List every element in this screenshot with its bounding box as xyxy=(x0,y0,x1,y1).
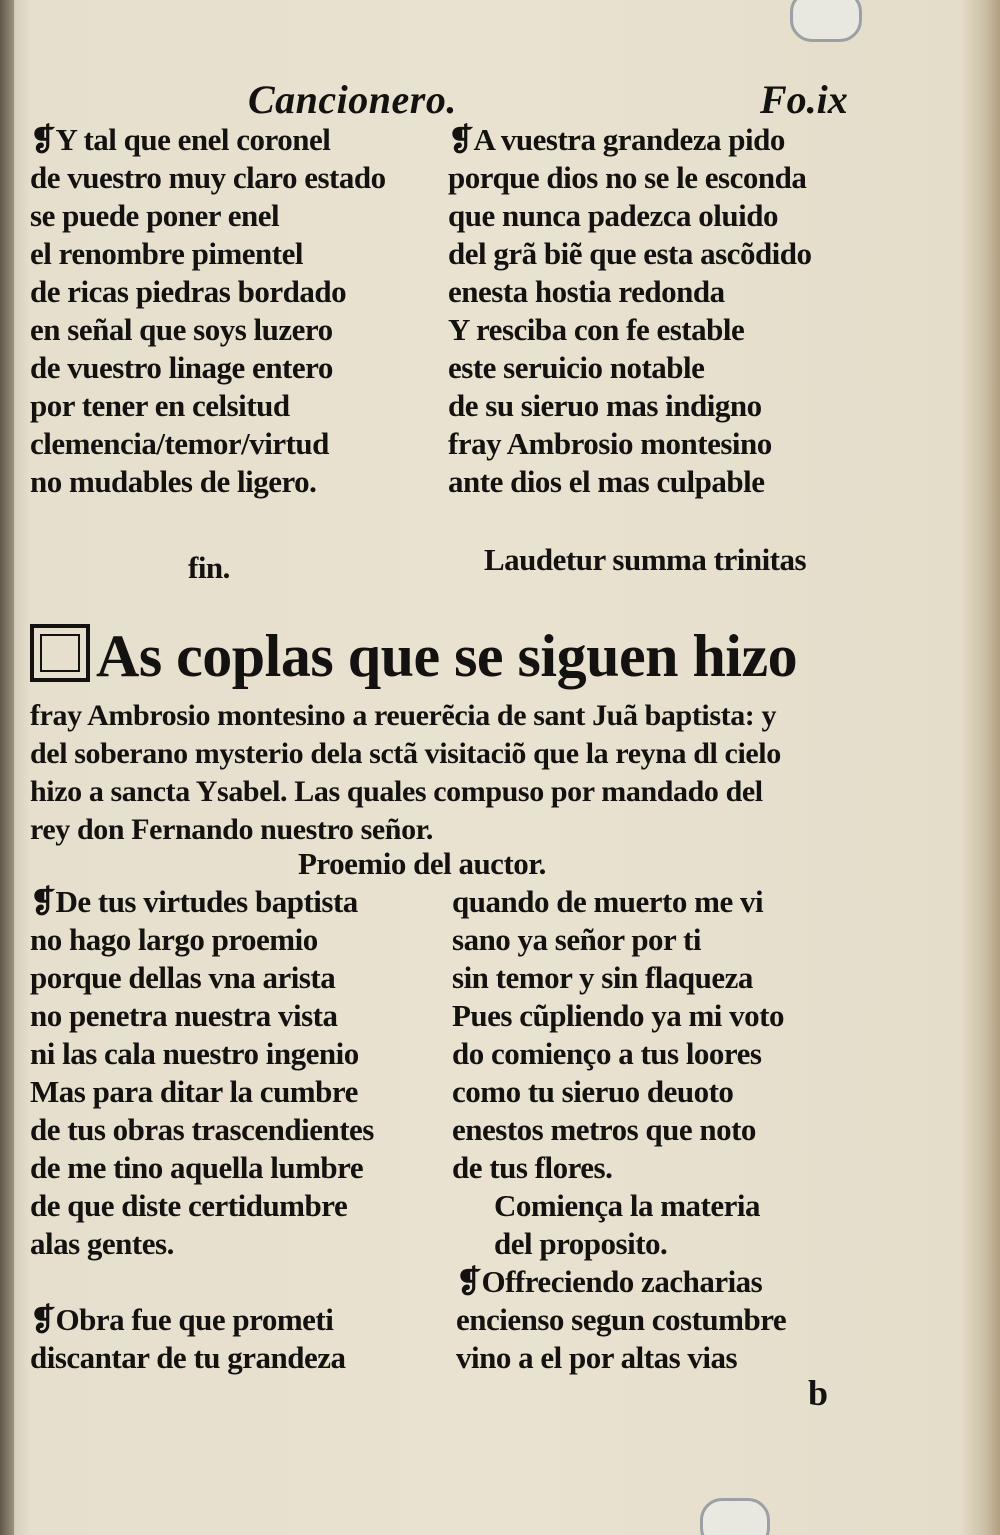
verse-line: porque dios no se le esconda xyxy=(448,160,807,195)
verse-line: ❡Obra fue que prometi xyxy=(30,1302,334,1337)
verse-line: que nunca padezca oluido xyxy=(448,198,778,233)
verse-line: no mudables de ligero. xyxy=(30,464,317,499)
heading-line: del soberano mysterio dela sctã visitaciõ que la reyna dl cielo xyxy=(30,737,781,770)
verse-line: como tu sieruo deuoto xyxy=(452,1074,734,1109)
verse-line: encienso segun costumbre xyxy=(456,1302,787,1337)
verse-line: ❡Y tal que enel coronel xyxy=(30,122,331,157)
verse-line: ❡Offreciendo zacharias xyxy=(456,1264,763,1299)
verse-line: este seruicio notable xyxy=(448,350,705,385)
verse-line: de tus obras trascendientes xyxy=(30,1112,374,1147)
verse-line: fray Ambrosio montesino xyxy=(448,426,772,461)
verse-line: de me tino aquella lumbre xyxy=(30,1150,364,1185)
verse-line: de tus flores. xyxy=(452,1150,613,1185)
verse-line: discantar de tu grandeza xyxy=(30,1340,346,1375)
verse-line: de que diste certidumbre xyxy=(30,1188,348,1223)
verse-line: ni las cala nuestro ingenio xyxy=(30,1036,359,1071)
verse-line: enestos metros que noto xyxy=(452,1112,756,1147)
verse-line: do comienço a tus loores xyxy=(452,1036,762,1071)
verse-line: se puede poner enel xyxy=(30,198,280,233)
book-clip-bottom xyxy=(700,1498,770,1535)
folio-number: Fo.ix xyxy=(760,77,848,122)
verse-line: vino a el por altas vias xyxy=(456,1340,738,1375)
verse-line: de vuestro muy claro estado xyxy=(30,160,386,195)
verse-line: de ricas piedras bordado xyxy=(30,274,347,309)
section-heading xyxy=(30,620,797,692)
verse-line: sano ya señor por ti xyxy=(452,922,701,957)
materia-label: Comiença la materia xyxy=(494,1188,760,1223)
verse-line: ❡De tus virtudes baptista xyxy=(30,884,358,919)
verse-line: ❡A vuestra grandeza pido xyxy=(448,122,785,157)
signature-mark: b xyxy=(808,1373,829,1413)
verse-line: enesta hostia redonda xyxy=(448,274,725,309)
verse-line: Mas para ditar la cumbre xyxy=(30,1074,358,1109)
verse-line: clemencia/temor/virtud xyxy=(30,426,329,461)
verse-line: en señal que soys luzero xyxy=(30,312,333,347)
verse-line: Y resciba con fe estable xyxy=(448,312,745,347)
heading-line: rey don Fernando nuestro señor. xyxy=(30,813,433,846)
section-heading-text: As coplas que se siguen hizo xyxy=(96,623,798,689)
laudetur-line: Laudetur summa trinitas xyxy=(484,542,807,577)
verse-line: no hago largo proemio xyxy=(30,922,318,957)
heading-line: hizo a sancta Ysabel. Las quales compuso por mandado del xyxy=(30,775,763,808)
verse-line: no penetra nuestra vista xyxy=(30,998,338,1033)
book-clip-top xyxy=(790,0,862,42)
verse-line: por tener en celsitud xyxy=(30,388,290,423)
materia-label: del proposito. xyxy=(494,1226,668,1261)
verse-line: del grã biẽ que esta ascõdido xyxy=(448,236,812,271)
verse-line: ante dios el mas culpable xyxy=(448,464,765,499)
verse-line: alas gentes. xyxy=(30,1226,174,1261)
verse-line: porque dellas vna arista xyxy=(30,960,336,995)
verse-line: de su sieruo mas indigno xyxy=(448,388,762,423)
fin-label: fin. xyxy=(188,550,230,585)
verse-line: sin temor y sin flaqueza xyxy=(452,960,753,995)
proemio-label: Proemio del auctor. xyxy=(298,846,546,881)
decorated-initial-l xyxy=(30,624,90,682)
verse-line: el renombre pimentel xyxy=(30,236,303,271)
heading-line: fray Ambrosio montesino a reuerẽcia de sant Juã baptista: y xyxy=(30,699,777,732)
verse-line: quando de muerto me vi xyxy=(452,884,764,919)
running-title: Cancionero. xyxy=(248,77,457,122)
verse-line: Pues cũpliendo ya mi voto xyxy=(452,998,784,1033)
verse-line: de vuestro linage entero xyxy=(30,350,333,385)
page-gutter-edge xyxy=(0,0,14,1535)
